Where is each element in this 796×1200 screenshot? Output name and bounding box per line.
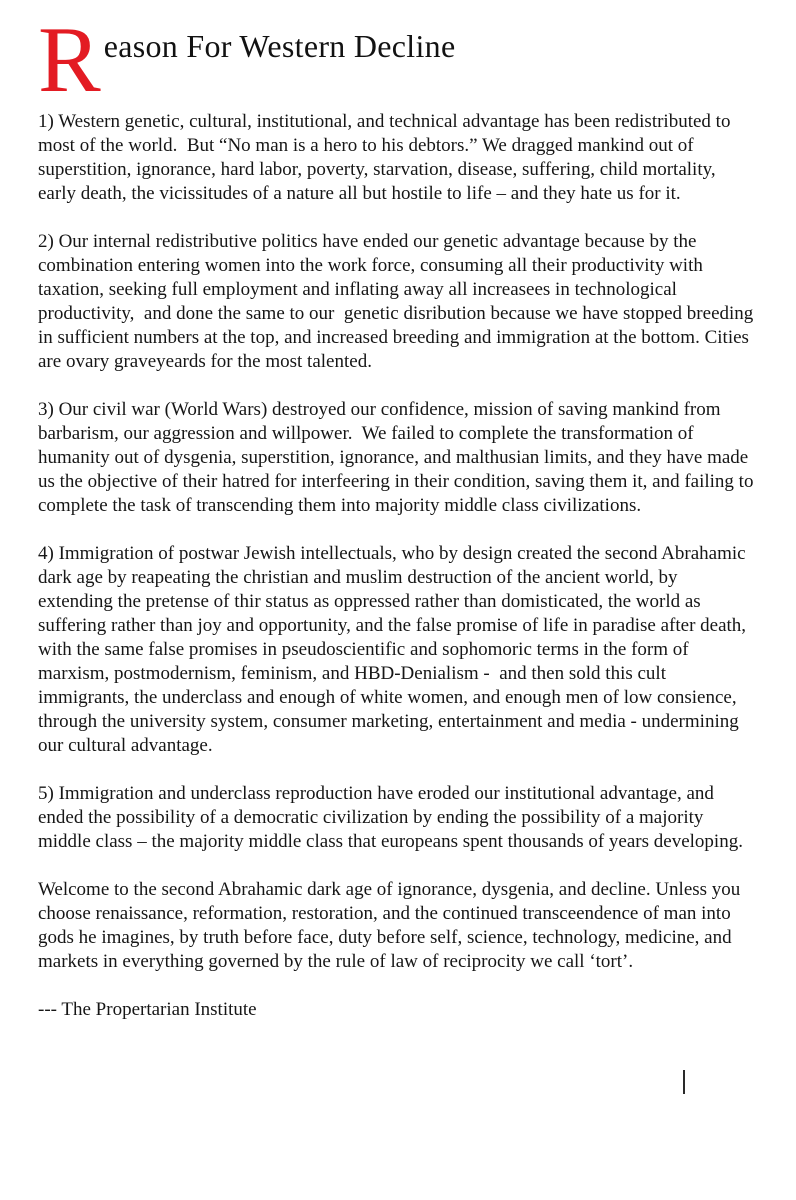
- closing-paragraph: Welcome to the second Abrahamic dark age of ignorance, dysgenia, and decline. Unless you choose renaissance, reformation, restoration, and the continued transceendence of man into gods he imagines, by truth before face, duty before self, science, technology, medicine, and markets in everything governed by the rule of law of reciprocity we call ‘tort’.: [38, 879, 746, 972]
- page-title: eason For Western Decline: [103, 28, 456, 64]
- paragraph-2: 2) Our internal redistributive politics have ended our genetic advantage because by the combination entering women into the work force, consuming all their productivity with taxation, seeking full employment and inflating away all increasees in technological productivity, and done the same to our genetic disribution because we have stopped breeding in sufficient numbers at the top, and increased breeding and immigration at the bottom. Cities are ovary graveyeards for the most talented.: [38, 231, 759, 372]
- text-caret: [683, 1070, 685, 1094]
- paragraph-4: 4) Immigration of postwar Jewish intellectuals, who by design created the second Abrahamic dark age by reapeating the christian and muslim destruction of the ancient world, by extending the pretense of thir status as oppressed rather than domisticated, the world as suffering rather than joy and opportunity, and the false promise of life in paradise after death, with the same false promises in pseudoscientific and sophomoric terms in the form of marxism, postmodernism, feminism, and HBD-Denialism - and then sold this cult immigrants, the underclass and enough of white women, and enough men of low consience, through the university system, consumer marketing, entertainment and media - undermining our cultural advantage.: [38, 543, 751, 756]
- signature-line: --- The Propertarian Institute: [38, 999, 257, 1020]
- document-body: [38, 110, 759, 1022]
- title-dropcap: R: [38, 8, 101, 112]
- paragraph-3: 3) Our civil war (World Wars) destroyed our confidence, mission of saving mankind from barbarism, our aggression and willpower. We failed to complete the transformation of humanity out of dysgenia, superstition, ignorance, and malthusian limits, and they have made us the objective of their hatred for interfeering in their condition, saving them it, and failing to complete the task of transcending them into majority middle class civilizations.: [38, 399, 759, 516]
- paragraph-1: 1) Western genetic, cultural, institutional, and technical advantage has been redistributed to most of the world. But “No man is a hero to his debtors.” We dragged mankind out of superstition, ignorance, hard labor, poverty, starvation, disease, suffering, child mortality, early death, the vicissitudes of a nature all but hostile to life – and they hate us for it.: [38, 111, 736, 204]
- document-title: [38, 8, 760, 112]
- paragraph-5: 5) Immigration and underclass reproduction have eroded our institutional advantage, and ended the possibility of a democratic civilization by ending the possibility of a majority middle class – the majority middle class that europeans spent thousands of years developing.: [38, 783, 743, 852]
